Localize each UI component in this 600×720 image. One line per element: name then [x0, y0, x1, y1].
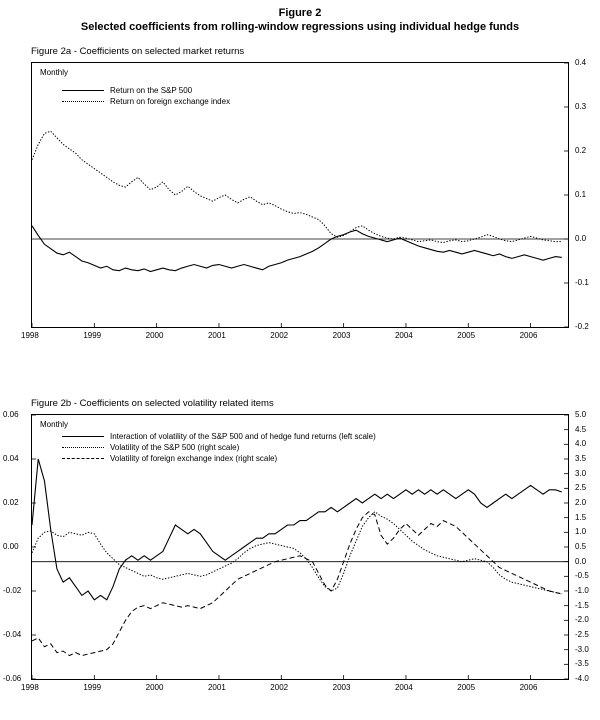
- y-tick-label-right: -4.0: [575, 674, 589, 683]
- y-tick-label-right: 5.0: [575, 410, 587, 419]
- legend-2a: [62, 85, 230, 107]
- legend-key-solid-icon: [62, 436, 104, 437]
- y-tick-label-right: 3.0: [575, 468, 587, 478]
- x-tick-label: 2004: [394, 331, 413, 340]
- y-tick-label-right: -1.0: [575, 586, 589, 595]
- y-tick-label-right: 0.0: [575, 234, 587, 243]
- series-line-1: [32, 226, 562, 272]
- y-tick-label-right: 2.5: [575, 483, 587, 493]
- y-tick-label-right: 0.3: [575, 102, 587, 111]
- figure-title-line1: Figure 2: [278, 7, 322, 19]
- x-tick-label: 2003: [332, 683, 351, 692]
- series-line-1: [32, 459, 562, 600]
- y-tick-label-right: -2.0: [575, 615, 589, 625]
- legend-item-sp500: [62, 85, 230, 96]
- figure-title-block: [0, 6, 600, 34]
- legend-item-fx: [62, 96, 230, 107]
- x-tick-label: 2000: [145, 683, 164, 692]
- legend-key-dotted-icon: [62, 101, 104, 102]
- y-tick-label-right: 0.0: [575, 556, 587, 566]
- legend-key-dashed-icon: [62, 458, 104, 459]
- y-tick-label-right: -3.0: [575, 644, 589, 654]
- y-tick-label-right: 0.1: [575, 190, 587, 199]
- y-tick-label-left: 0.06: [3, 410, 19, 419]
- panel-b-unit-label: Monthly: [40, 420, 69, 429]
- legend-label-fx: Return on foreign exchange index: [110, 97, 231, 106]
- series-line-2: [32, 512, 562, 594]
- y-tick-label-right: -0.5: [575, 571, 589, 581]
- legend-label-sp500: Return on the S&P 500: [110, 86, 193, 95]
- y-tick-label-left: 0.00: [3, 542, 19, 551]
- panel-figure-2b: [0, 398, 600, 698]
- legend-key-dotted-icon: [62, 447, 104, 448]
- y-tick-label-left: 0.02: [3, 498, 19, 507]
- x-tick-label: 2003: [332, 331, 351, 340]
- series-line-3: [32, 512, 562, 656]
- panel-a-caption: Figure 2a - Coefficients on selected market returns: [31, 46, 245, 57]
- legend-label-vol-fx: Volatility of foreign exchange index (right scale): [110, 454, 278, 463]
- legend-key-solid-icon: [62, 90, 104, 91]
- y-tick-label-right: -3.5: [575, 659, 589, 669]
- x-tick-label: 2001: [207, 331, 226, 340]
- y-tick-label-right: 2.0: [575, 498, 587, 507]
- x-tick-label: 2006: [519, 683, 538, 692]
- x-tick-label: 2002: [270, 331, 289, 340]
- figure-title-line2: Selected coefficients from rolling-window regressions using individual hedge funds: [80, 21, 520, 33]
- x-tick-label: 2005: [457, 331, 476, 340]
- x-tick-label: 1999: [83, 331, 102, 340]
- y-tick-label-left: 0.04: [3, 454, 19, 463]
- legend-item-interaction: [62, 431, 376, 442]
- y-tick-label-left: -0.06: [3, 674, 22, 683]
- x-tick-label: 2004: [394, 683, 413, 692]
- y-tick-label-right: -0.1: [575, 278, 589, 287]
- x-tick-label: 1998: [21, 683, 39, 692]
- x-tick-label: 2001: [207, 683, 226, 692]
- x-tick-label: 2000: [145, 331, 164, 340]
- panel-figure-2a: [0, 46, 600, 346]
- x-tick-label: 2002: [270, 683, 289, 692]
- legend-2b: [62, 431, 376, 464]
- x-tick-label: 1998: [21, 331, 39, 340]
- y-tick-label-right: 1.5: [575, 512, 587, 522]
- panel-b-caption: Figure 2b - Coefficients on selected volatility related items: [31, 398, 274, 409]
- y-tick-label-left: -0.02: [3, 586, 22, 595]
- x-tick-label: 2006: [519, 331, 538, 340]
- series-line-2: [32, 131, 562, 242]
- y-tick-label-right: 0.4: [575, 58, 587, 67]
- legend-item-vol-fx: [62, 453, 376, 464]
- x-tick-label: 1999: [83, 683, 102, 692]
- y-tick-label-right: -1.5: [575, 600, 589, 610]
- y-tick-label-right: 0.5: [575, 542, 587, 551]
- panel-a-unit-label: Monthly: [40, 68, 69, 77]
- y-tick-label-left: -0.04: [3, 630, 22, 639]
- legend-label-vol-sp500: Volatility of the S&P 500 (right scale): [110, 443, 240, 452]
- y-tick-label-right: 4.5: [575, 424, 587, 434]
- y-tick-label-right: -0.2: [575, 322, 589, 331]
- x-tick-label: 2005: [457, 683, 476, 692]
- y-tick-label-right: 1.0: [575, 527, 587, 537]
- y-tick-label-right: 0.2: [575, 146, 587, 155]
- legend-label-interaction: Interaction of volatility of the S&P 500 and of hedge fund returns (left scale): [110, 432, 376, 441]
- y-tick-label-right: 3.5: [575, 454, 587, 463]
- y-tick-label-right: -2.5: [575, 630, 589, 639]
- legend-item-vol-sp500: [62, 442, 376, 453]
- y-tick-label-right: 4.0: [575, 439, 587, 449]
